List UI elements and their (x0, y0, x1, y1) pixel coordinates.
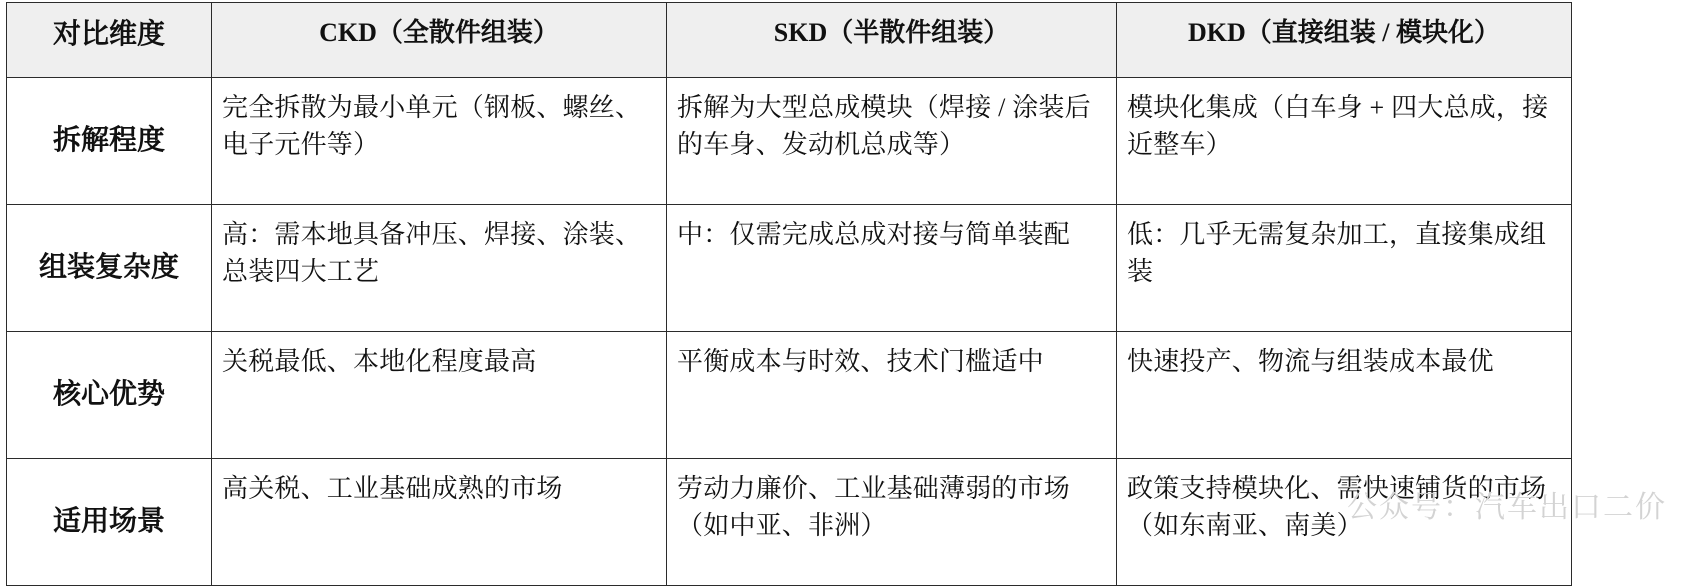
cell-dkd: 模块化集成（白车身 + 四大总成，接近整车） (1117, 78, 1572, 205)
header-row (7, 3, 1572, 78)
cell-dkd: 政策支持模块化、需快速铺货的市场（如东南亚、南美） (1117, 459, 1572, 586)
row-header-dimension: 适用场景 (7, 459, 212, 586)
watermark-text: 公众号：汽车出口二价 (1347, 491, 1667, 524)
cell-skd: 平衡成本与时效、技术门槛适中 (667, 332, 1117, 459)
table-row (7, 459, 1572, 586)
cell-dkd: 快速投产、物流与组装成本最优 (1117, 332, 1572, 459)
row-header-dimension: 组装复杂度 (7, 205, 212, 332)
cell-ckd: 高：需本地具备冲压、焊接、涂装、总装四大工艺 (212, 205, 667, 332)
table-header (7, 3, 1572, 78)
cell-dkd: 低：几乎无需复杂加工，直接集成组装 (1117, 205, 1572, 332)
column-header-skd: SKD（半散件组装） (667, 3, 1117, 78)
comparison-table-sheet (0, 2, 1695, 552)
row-header-dimension: 拆解程度 (7, 78, 212, 205)
cell-ckd: 完全拆散为最小单元（钢板、螺丝、电子元件等） (212, 78, 667, 205)
cell-ckd: 高关税、工业基础成熟的市场 (212, 459, 667, 586)
cell-ckd: 关税最低、本地化程度最高 (212, 332, 667, 459)
table-row (7, 205, 1572, 332)
comparison-table (6, 2, 1572, 586)
table-row (7, 78, 1572, 205)
cell-skd: 中：仅需完成总成对接与简单装配 (667, 205, 1117, 332)
cell-skd: 拆解为大型总成模块（焊接 / 涂装后的车身、发动机总成等） (667, 78, 1117, 205)
cell-skd: 劳动力廉价、工业基础薄弱的市场（如中亚、非洲） (667, 459, 1117, 586)
row-header-dimension: 核心优势 (7, 332, 212, 459)
table-row (7, 332, 1572, 459)
column-header-dimension: 对比维度 (7, 3, 212, 78)
column-header-ckd: CKD（全散件组装） (212, 3, 667, 78)
column-header-dkd: DKD（直接组装 / 模块化） (1117, 3, 1572, 78)
table-body (7, 78, 1572, 586)
